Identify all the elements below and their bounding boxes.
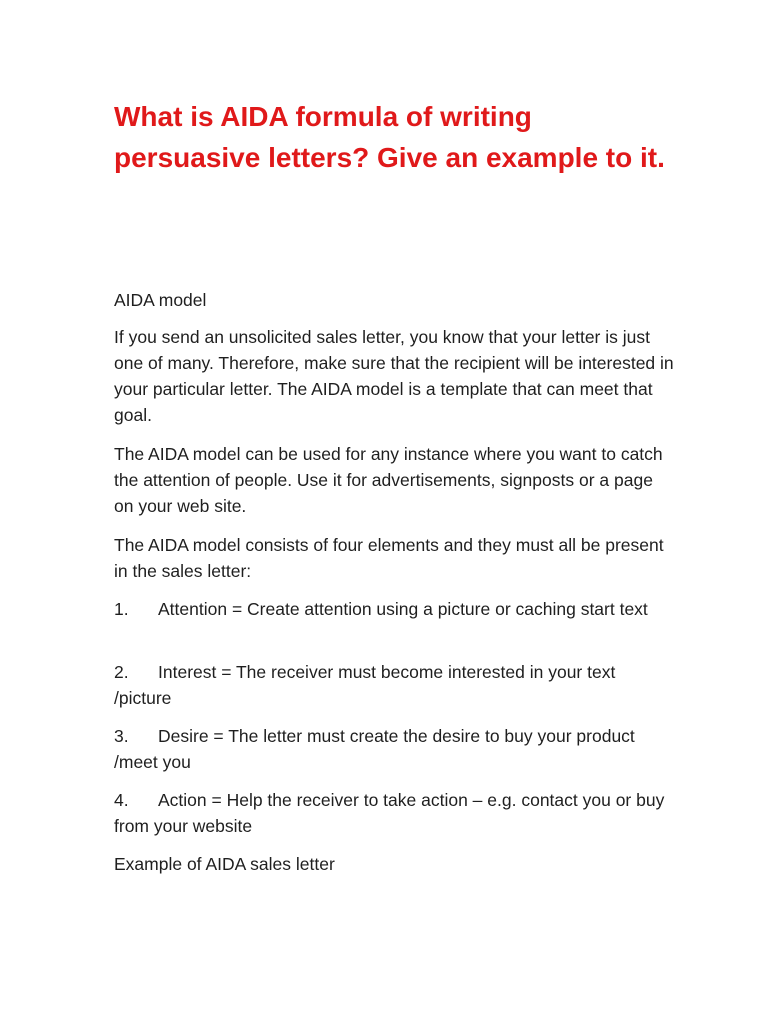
list-text: Attention = Create attention using a picture or caching start text [158,599,648,619]
list-item-desire [114,723,674,775]
list-number: 2. [114,662,129,682]
list-item-interest [114,659,674,711]
list-number: 4. [114,790,129,810]
list-text: Desire = The letter must create the desire to buy your product /meet you [114,726,635,772]
list-number: 3. [114,726,129,746]
closing-line: Example of AIDA sales letter [114,854,335,874]
paragraph-2: The AIDA model can be used for any instance where you want to catch the attention of people. Use it for advertisements, signposts or a page on your web site. [114,444,663,516]
list-text: Action = Help the receiver to take action – e.g. contact you or buy from your website [114,790,665,836]
paragraph-3: The AIDA model consists of four elements and they must all be present in the sales letter: [114,535,664,581]
list-item-action [114,787,674,839]
page-title: What is AIDA formula of writing persuasive letters? Give an example to it. [114,101,665,173]
list-text: Interest = The receiver must become interested in your text /picture [114,662,616,708]
list-item-attention [114,596,674,622]
paragraph-1: If you send an unsolicited sales letter, you know that your letter is just one of many. Therefore, make sure that the recipient will be interested in your particular letter. The AIDA model is a template that can meet that goal. [114,327,674,425]
list-number: 1. [114,599,129,619]
section-heading: AIDA model [114,290,207,310]
